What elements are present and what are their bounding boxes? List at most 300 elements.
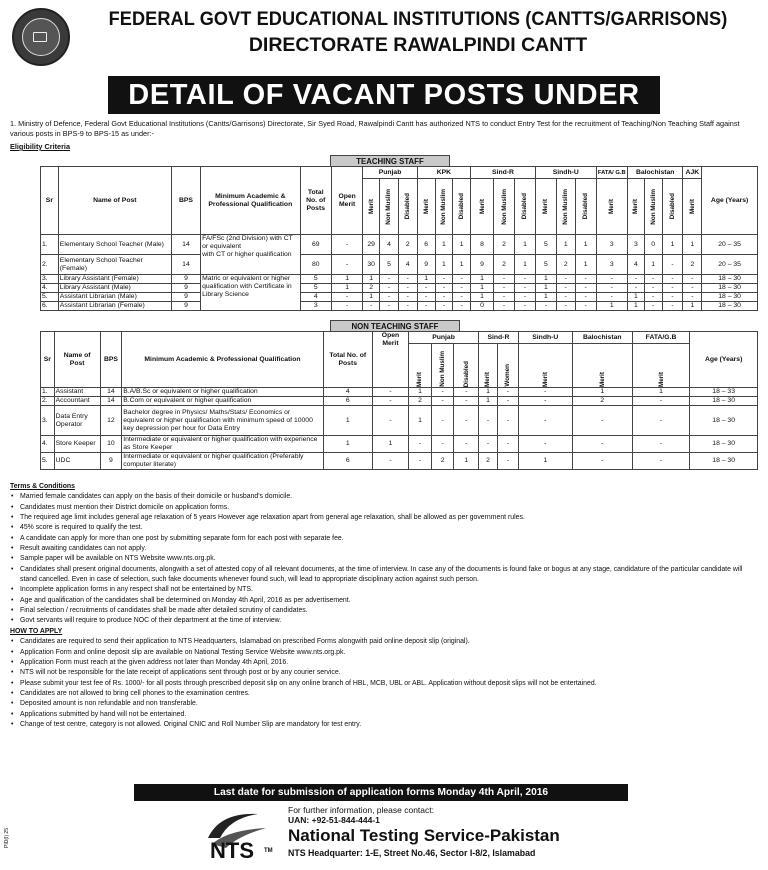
terms-item: • Govt servants will require to produce NOC of their department at the time of interview. [10, 616, 760, 626]
cell-post: Elementary School Teacher (Female) [58, 255, 171, 275]
cell-quota: - [363, 302, 380, 311]
cell-quota: 1 [556, 235, 575, 255]
terms-item: • Sample paper will be available on NTS Website www.nts.org.pk. [10, 554, 760, 564]
cell-sr: 1. [41, 388, 55, 397]
cell-post: UDC [54, 453, 100, 470]
sub-col-8 [515, 179, 536, 235]
cell-quota: - [494, 284, 515, 293]
cell-quota: - [478, 436, 497, 453]
sub-col-label: Merit [632, 198, 640, 215]
sub-col-13 [627, 179, 644, 235]
nts-address: NTS Headquarter: 1-E, Street No.46, Sector I-8/2, Islamabad [288, 848, 536, 858]
cell-open-merit: - [331, 293, 362, 302]
nt-col-open-merit: Open Merit [372, 332, 408, 388]
table-row [41, 453, 758, 470]
cell-quota: 1 [471, 284, 494, 293]
cell-bps: 10 [100, 436, 122, 453]
table-row [41, 255, 758, 275]
terms-section [10, 482, 760, 730]
cell-total: 4 [300, 293, 331, 302]
cell-quota: - [632, 406, 690, 436]
sub-col-label: Merit [422, 198, 430, 215]
cell-quota: - [575, 275, 596, 284]
cell-quota: - [380, 293, 399, 302]
cell-open-merit: - [372, 453, 408, 470]
terms-heading: Terms & Conditions [10, 483, 75, 490]
cell-quota: - [575, 293, 596, 302]
col-ajk: AJK [683, 167, 702, 179]
col-open-merit: Open Merit [331, 167, 362, 235]
cell-bps: 9 [171, 284, 200, 293]
terms-item: • A candidate can apply for more than one post by submitting separate form for each post with separate fee. [10, 534, 760, 544]
col-sr: Sr [41, 167, 59, 235]
cell-quota: 2 [494, 255, 515, 275]
nt-col-balochistan: Balochistan [572, 332, 632, 344]
nt-sub-col-5 [518, 344, 572, 388]
nt-col-sindh-u: Sindh-U [518, 332, 572, 344]
cell-quota: 2 [572, 397, 632, 406]
cell-quota: - [435, 293, 453, 302]
cell-quota: - [596, 284, 627, 293]
cell-post: Assistant Librarian (Male) [58, 293, 171, 302]
eligibility-heading: Eligibility Criteria [10, 142, 71, 151]
cell-quota: - [494, 275, 515, 284]
sub-col-label: Merit [608, 198, 616, 215]
cell-quota: - [454, 397, 478, 406]
col-kpk: KPK [417, 167, 470, 179]
sub-col-label: Merit [542, 198, 550, 215]
cell-quota: 0 [644, 235, 662, 255]
vacant-posts-banner: DETAIL OF VACANT POSTS UNDER [108, 76, 660, 114]
sub-col-label: Disabled [521, 193, 529, 220]
qual-text: Matric or equivalent or higher qualification with Certificate in Library Science [202, 275, 292, 298]
cell-post: Store Keeper [54, 436, 100, 453]
col-bps: BPS [171, 167, 200, 235]
cell-quota: - [431, 388, 454, 397]
sub-col-3 [417, 179, 435, 235]
cell-quota: 1 [596, 302, 627, 311]
cell-quota: 1 [683, 235, 702, 255]
cell-quota: - [498, 388, 519, 397]
cell-open-merit: - [372, 406, 408, 436]
cell-sr: 5. [41, 453, 55, 470]
nt-sub-col-label: Merit [484, 371, 492, 387]
contact-info: For further information, please contact: [288, 805, 434, 815]
cell-quota: - [515, 275, 536, 284]
nts-logo [200, 808, 280, 862]
cell-quota: 1 [409, 406, 432, 436]
cell-quota: - [662, 284, 683, 293]
cell-quota: 1 [535, 275, 556, 284]
nt-sub-col-label: Merit [416, 371, 424, 387]
cell-qualification: B.Com or equivalent or higher qualification [122, 397, 324, 406]
cell-age: 18 – 30 [702, 275, 758, 284]
cell-quota: - [683, 293, 702, 302]
table-row [41, 275, 758, 284]
cell-quota: - [417, 284, 435, 293]
cell-quota: - [662, 302, 683, 311]
cell-age: 18 – 30 [690, 406, 758, 436]
cell-open-merit: 1 [372, 436, 408, 453]
cell-quota: 1 [627, 293, 644, 302]
cell-total: 4 [323, 388, 372, 397]
nt-sub-col-0 [409, 344, 432, 388]
cell-post: Assistant Librarian (Female) [58, 302, 171, 311]
cell-quota: - [435, 284, 453, 293]
cell-quota: 1 [471, 275, 494, 284]
how-to-apply-item: • Deposited amount is non refundable and non transferable. [10, 699, 760, 709]
cell-quota: - [632, 453, 690, 470]
cell-quota: 1 [435, 235, 453, 255]
deadline-banner: Last date for submission of application forms Monday 4th April, 2016 [134, 784, 628, 801]
nt-sub-col-4 [498, 344, 519, 388]
cell-quota: 4 [627, 255, 644, 275]
cell-total: 5 [300, 275, 331, 284]
cell-quota: - [515, 284, 536, 293]
cell-sr: 1. [41, 235, 59, 255]
cell-quota: 1 [644, 255, 662, 275]
cell-quota: 30 [363, 255, 380, 275]
cell-quota: 2 [398, 235, 417, 255]
nt-col-post: Name of Post [54, 332, 100, 388]
cell-quota: - [518, 397, 572, 406]
cell-age: 20 – 35 [702, 235, 758, 255]
cell-quota: 5 [535, 235, 556, 255]
nt-sub-col-1 [431, 344, 454, 388]
cell-quota: 1 [478, 397, 497, 406]
cell-sr: 3. [41, 406, 55, 436]
cell-open-merit: - [331, 255, 362, 275]
teaching-staff-title: TEACHING STAFF [330, 155, 450, 166]
cell-qualification: Intermediate or equivalent or higher qualification (Preferably computer literate) [122, 453, 324, 470]
cell-age: 18 – 30 [690, 436, 758, 453]
cell-quota: 8 [471, 235, 494, 255]
how-to-apply-item: • Application Form and online deposit slip are available on National Testing Service Website www.nts.org.pk. [10, 648, 760, 658]
cell-quota: 2 [478, 453, 497, 470]
non-teaching-staff-table [40, 331, 758, 470]
cell-quota: - [515, 293, 536, 302]
cell-age: 18 – 30 [702, 284, 758, 293]
cell-open-merit: 1 [331, 275, 362, 284]
cell-total: 3 [300, 302, 331, 311]
col-sind-r: Sind-R [471, 167, 536, 179]
sub-col-15 [662, 179, 683, 235]
sub-col-label: Non Muslim [500, 188, 508, 225]
cell-quota: 1 [518, 453, 572, 470]
table-row [41, 302, 758, 311]
cell-quota: 3 [627, 235, 644, 255]
cell-quota: - [575, 284, 596, 293]
cell-quota: 4 [398, 255, 417, 275]
cell-age: 18 – 30 [702, 302, 758, 311]
col-fata: FATA/ G.B [596, 167, 627, 179]
cell-quota: 1 [572, 388, 632, 397]
cell-quota: - [683, 275, 702, 284]
sub-col-label: Disabled [582, 193, 590, 220]
cell-quota: - [518, 388, 572, 397]
cell-quota: - [409, 453, 432, 470]
cell-quota: 1 [575, 235, 596, 255]
cell-quota: - [683, 284, 702, 293]
nt-col-bps: BPS [100, 332, 122, 388]
nt-sub-col-6 [572, 344, 632, 388]
terms-item: • Incomplete application forms in any respect shall not be entertained by NTS. [10, 585, 760, 595]
how-to-apply-item: • Applications submitted by hand will not be entertained. [10, 710, 760, 720]
intro-paragraph: 1. Ministry of Defence, Federal Govt Educational Institutions (Cantts/Garrisons) Directorate, Sir Syed Road, Rawalpindi Cantt has authorized NTS to conduct Entry Test for the recruitment of Teaching/Non Teaching Staff against various posts in BPS-9 to BPS-15 as under:- [10, 119, 740, 138]
cell-sr: 2. [41, 255, 59, 275]
cell-quota: - [398, 284, 417, 293]
cell-quota: - [515, 302, 536, 311]
cell-quota: - [644, 275, 662, 284]
nt-col-age: Age (Years) [690, 332, 758, 388]
cell-quota: 9 [417, 255, 435, 275]
cell-quota: - [627, 275, 644, 284]
cell-quota: - [498, 406, 519, 436]
cell-quota: 1 [454, 453, 478, 470]
how-to-apply-item: • Change of test centre, category is not allowed. Original CNIC and Roll Number Slip are mandatory for test entry. [10, 720, 760, 730]
cell-quota: - [398, 293, 417, 302]
cell-open-merit: - [372, 388, 408, 397]
col-sindh-u: Sindh-U [535, 167, 596, 179]
how-to-apply-heading: HOW TO APPLY [10, 627, 63, 635]
cell-quota: 1 [515, 255, 536, 275]
cell-bps: 14 [171, 235, 200, 255]
cell-age: 20 – 35 [702, 255, 758, 275]
terms-item: • Candidates shall present original documents, alongwith a set of attested copy of all relevant documents, at the time of interview. In case any of the documents is found fake or bogus at any stage, candidature of the particular candidate will stand cancelled. Even in case of selection, such fake documents whenever found such, will lead to appropriate disciplinary action against such person. [10, 565, 760, 586]
cell-quota: - [431, 406, 454, 436]
cell-total: 69 [300, 235, 331, 255]
nt-sub-col-label: Merit [657, 371, 665, 387]
sub-col-label: Merit [367, 198, 375, 215]
cell-sr: 2. [41, 397, 55, 406]
cell-quota: 2 [556, 255, 575, 275]
cell-quota: 1 [453, 255, 471, 275]
nt-col-sind-r: Sind-R [478, 332, 518, 344]
how-to-apply-item: • Candidates are required to send their application to NTS Headquarters, Islamabad on prescribed Forms alongwith paid online deposit slip (original). [10, 637, 760, 647]
cell-quota: - [435, 302, 453, 311]
cell-quota: 1 [417, 275, 435, 284]
nt-sub-col-3 [478, 344, 497, 388]
header-subtitle: DIRECTORATE RAWALPINDI CANTT [248, 34, 588, 56]
logo-emblem [22, 18, 60, 56]
qual-text: FA/FSc (2nd Division) with CT or equivalent [202, 235, 293, 250]
cell-quota: 2 [494, 235, 515, 255]
cell-quota: - [556, 275, 575, 284]
cell-qualification: Intermediate or equivalent or higher qualification with experience as Store Keeper [122, 436, 324, 453]
cell-quota: - [644, 302, 662, 311]
cell-quota: - [494, 293, 515, 302]
how-to-apply-item: • NTS will not be responsible for the late receipt of applications sent through post or by any courier service. [10, 668, 760, 678]
nt-col-qualification: Minimum Academic & Professional Qualification [122, 332, 324, 388]
terms-item: • Candidates must mention their District domicile on application forms. [10, 503, 760, 513]
terms-item: • Result awaiting candidates can not apply. [10, 544, 760, 554]
sub-col-6 [471, 179, 494, 235]
cell-total: 80 [300, 255, 331, 275]
cell-quota: 1 [363, 275, 380, 284]
cell-quota: - [575, 302, 596, 311]
nt-sub-col-label: Non Muslim [439, 351, 447, 387]
cell-quota: 1 [435, 255, 453, 275]
cell-sr: 6. [41, 302, 59, 311]
cell-quota: 1 [662, 235, 683, 255]
book-icon [33, 32, 47, 42]
nts-logo-tm: TM [264, 848, 273, 854]
cell-bps: 9 [171, 293, 200, 302]
sub-col-5 [453, 179, 471, 235]
sub-col-16 [683, 179, 702, 235]
nt-sub-col-2 [454, 344, 478, 388]
terms-item: • Final selection / recruitments of candidates shall be made after detailed scrutiny of candidates. [10, 606, 760, 616]
sub-col-14 [644, 179, 662, 235]
how-to-apply-item: • Application Form must reach at the given address not later than Monday 4th April, 2016. [10, 658, 760, 668]
cell-post: Data Entry Operator [54, 406, 100, 436]
cell-quota: - [417, 302, 435, 311]
cell-quota: - [417, 293, 435, 302]
sub-col-4 [435, 179, 453, 235]
cell-quota: 3 [596, 255, 627, 275]
sub-col-0 [363, 179, 380, 235]
table-row [41, 284, 758, 293]
cell-quota: 1 [627, 302, 644, 311]
nt-col-punjab: Punjab [409, 332, 479, 344]
contact-block [288, 805, 434, 825]
cell-quota: - [380, 302, 399, 311]
sub-col-label: Non Muslim [649, 188, 657, 225]
cell-quota: - [431, 397, 454, 406]
table-row [41, 235, 758, 255]
cell-total: 1 [323, 436, 372, 453]
terms-item: • The required age limit includes general age relaxation of 5 years However age relaxation apart from general age relaxation, shall be allowed as per government rules. [10, 513, 760, 523]
cell-quota: 1 [453, 235, 471, 255]
cell-total: 5 [300, 284, 331, 293]
cell-quota: - [518, 436, 572, 453]
cell-age: 18 – 30 [690, 397, 758, 406]
teaching-staff-table [40, 166, 758, 311]
cell-quota: - [454, 436, 478, 453]
cell-quota: 1 [471, 293, 494, 302]
cell-open-merit: 1 [331, 284, 362, 293]
sub-col-7 [494, 179, 515, 235]
sub-col-2 [398, 179, 417, 235]
sub-col-label: Non Muslim [562, 188, 570, 225]
cell-quota: - [644, 293, 662, 302]
cell-quota: - [556, 284, 575, 293]
table-row [41, 293, 758, 302]
cell-quota: 0 [471, 302, 494, 311]
cell-quota: - [454, 406, 478, 436]
cell-bps: 14 [100, 388, 122, 397]
cell-quota: 2 [409, 397, 432, 406]
cell-quota: 1 [409, 388, 432, 397]
sub-col-label: Merit [478, 198, 486, 215]
cell-quota: - [494, 302, 515, 311]
cell-quota: - [453, 293, 471, 302]
cell-quota: - [409, 436, 432, 453]
header-title: FEDERAL GOVT EDUCATIONAL INSTITUTIONS (CANTTS/GARRISONS) [108, 8, 728, 30]
cell-quota: 1 [535, 284, 556, 293]
cell-quota: - [572, 436, 632, 453]
cell-open-merit: - [331, 302, 362, 311]
cell-quota: 1 [363, 293, 380, 302]
nt-sub-col-label: Merit [541, 371, 549, 387]
cell-post: Library Assistant (Male) [58, 284, 171, 293]
cell-quota: - [556, 302, 575, 311]
non-teaching-staff-title: NON TEACHING STAFF [330, 320, 460, 331]
cell-qualification [201, 275, 300, 311]
col-age: Age (Years) [702, 167, 758, 235]
cell-bps: 9 [171, 302, 200, 311]
cell-quota: 1 [632, 388, 690, 397]
cell-quota: 4 [380, 235, 399, 255]
col-total: Total No. of Posts [300, 167, 331, 235]
cell-quota: - [572, 406, 632, 436]
contact-uan: UAN: +92-51-844-444-1 [288, 815, 380, 825]
cell-post: Assistant [54, 388, 100, 397]
qual-text: with CT or higher qualification [202, 251, 292, 258]
cell-quota: - [596, 293, 627, 302]
cell-quota: - [435, 275, 453, 284]
cell-quota: - [627, 284, 644, 293]
col-punjab: Punjab [363, 167, 417, 179]
cell-quota: - [478, 406, 497, 436]
cell-quota: 1 [478, 388, 497, 397]
cell-quota: - [498, 397, 519, 406]
sub-col-9 [535, 179, 556, 235]
cell-total: 6 [323, 453, 372, 470]
cell-quota: 5 [380, 255, 399, 275]
cell-post: Accountant [54, 397, 100, 406]
cell-quota: 9 [471, 255, 494, 275]
sub-col-11 [575, 179, 596, 235]
cell-quota: - [380, 275, 399, 284]
cell-bps: 14 [171, 255, 200, 275]
terms-item: • Age and qualification of the candidates shall be determined on Monday 4th April, 2016 as per advertisement. [10, 596, 760, 606]
cell-quota: 2 [363, 284, 380, 293]
cell-quota: - [453, 302, 471, 311]
table-row [41, 406, 758, 436]
sub-col-label: Non Muslim [440, 188, 448, 225]
print-id: PID(I) 25 [4, 828, 10, 849]
cell-qualification: B.A/B.Sc or equivalent or higher qualification [122, 388, 324, 397]
nt-col-sr: Sr [41, 332, 55, 388]
cell-sr: 4. [41, 436, 55, 453]
cell-sr: 4. [41, 284, 59, 293]
cell-bps: 9 [171, 275, 200, 284]
cell-quota: - [453, 275, 471, 284]
cell-age: 18 – 30 [690, 453, 758, 470]
cell-quota: - [453, 284, 471, 293]
cell-qualification: Bachelor degree in Physics/ Maths/Stats/ Economics or equivalent or higher qualification with minimum speed of 10000 key depression per hour for Data Entry [122, 406, 324, 436]
cell-quota: - [431, 436, 454, 453]
cell-post: Elementary School Teacher (Male) [58, 235, 171, 255]
cell-sr: 3. [41, 275, 59, 284]
col-balochistan: Balochistan [627, 167, 682, 179]
cell-quota: - [662, 255, 683, 275]
table-row [41, 436, 758, 453]
cell-quota: - [632, 436, 690, 453]
institution-logo [12, 8, 70, 66]
cell-quota: 5 [535, 255, 556, 275]
cell-quota: 1 [575, 255, 596, 275]
cell-age: 18 – 33 [690, 388, 758, 397]
how-to-apply-item: • Candidates are not allowed to bring cell phones to the examination centres. [10, 689, 760, 699]
cell-quota: - [662, 275, 683, 284]
cell-quota: - [518, 406, 572, 436]
cell-quota: - [454, 388, 478, 397]
cell-age: 18 – 30 [702, 293, 758, 302]
sub-col-label: Non Muslim [385, 188, 393, 225]
cell-quota: - [498, 453, 519, 470]
